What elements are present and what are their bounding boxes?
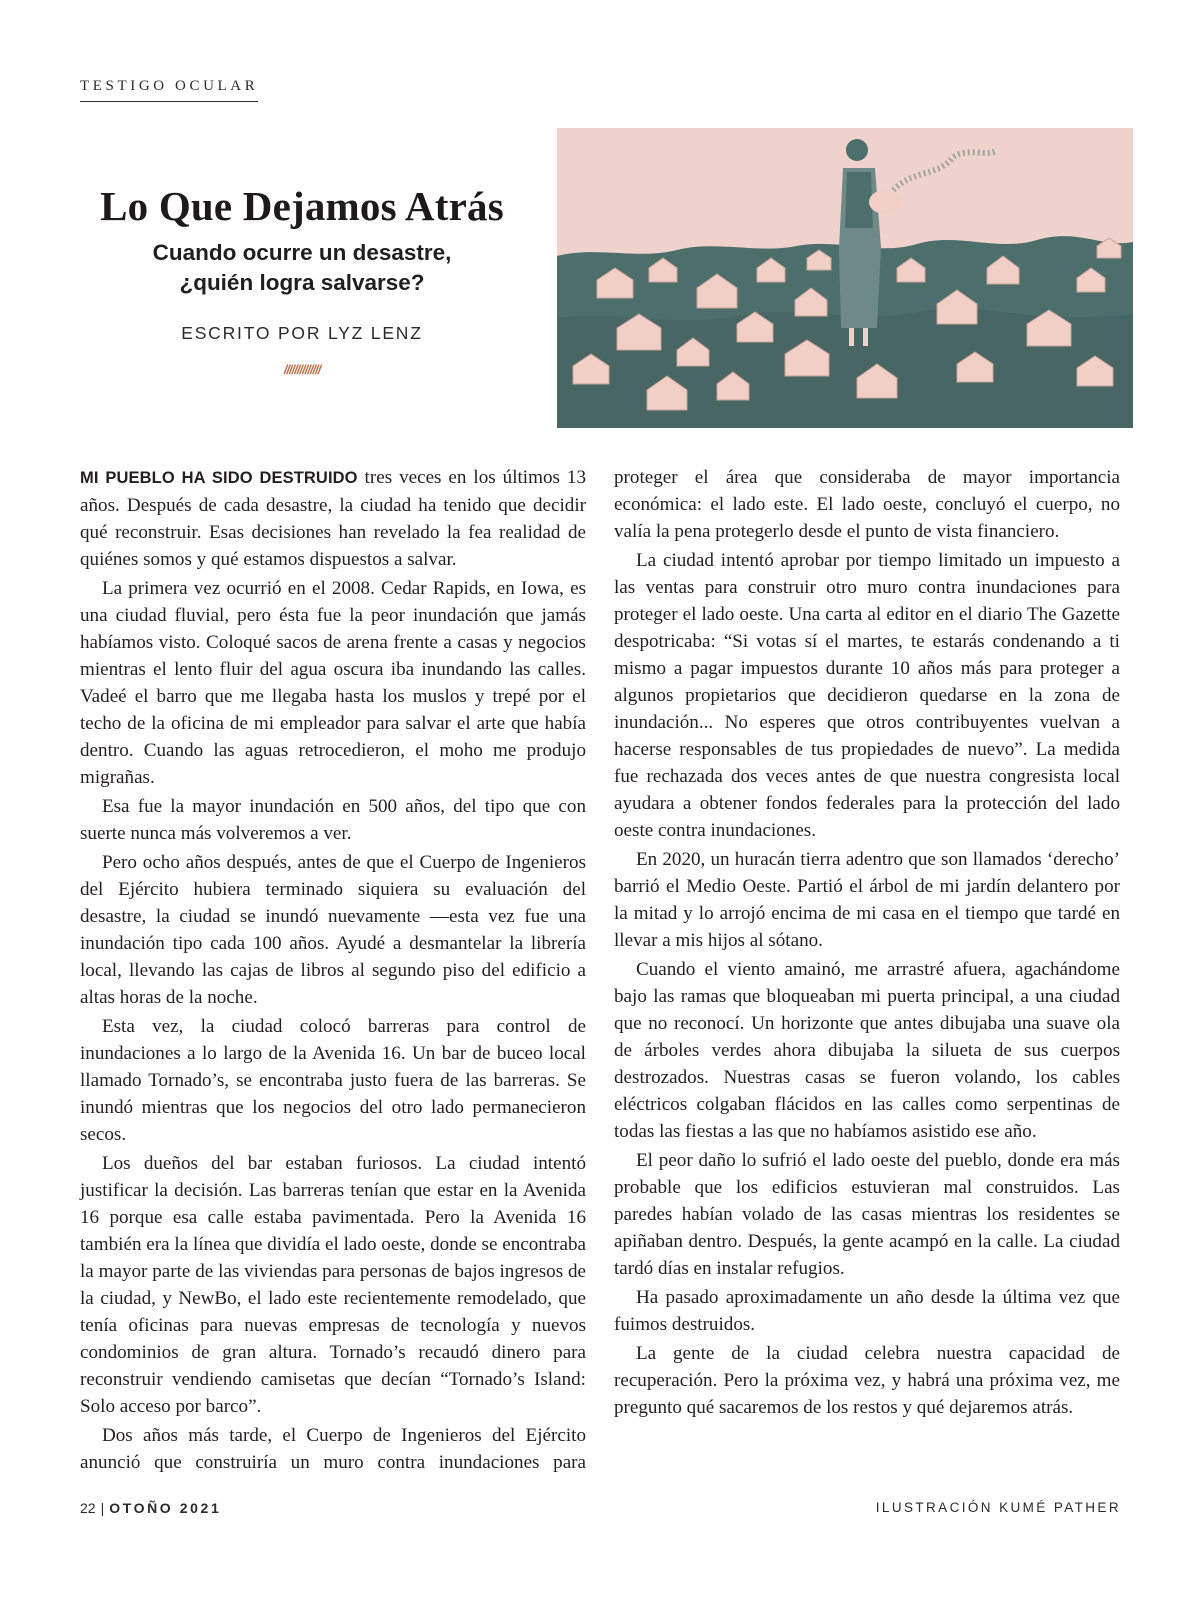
article-paragraph: Los dueños del bar estaban furiosos. La ciudad intentó justificar la decisión. Las barreras tenían que estar en la Avenida 16 porque esa calle estaba pavimentada. Pero la Avenida 16 también era la línea que dividía el lado oeste, donde se encontraba la mayor parte de las viviendas para personas de bajos ingresos de la ciudad, y NewBo, el lado este recientemente remodelado, que tenía oficinas para nuevas empresas de tecnología y nuevos condominios de gran altura. Tornado’s recaudó dinero para reconstruir vendiendo camisetas que decían “Tornado’s Island: Solo acceso por barco”. (80, 1153, 586, 1417)
illustration-credit: ILUSTRACIÓN KUMÉ PATHER (875, 1500, 1121, 1515)
article-paragraph: Ha pasado aproximadamente un año desde la última vez que fuimos destruidos. (614, 1287, 1120, 1335)
headline-block (78, 182, 526, 377)
article-paragraph: La primera vez ocurrió en el 2008. Cedar Rapids, en Iowa, es una ciudad fluvial, pero ésta fue la peor inundación que jamás habíamos visto. Coloqué sacos de arena frente a casas y negocios mientras el lento fluir del agua oscura iba inundando las calles. Vadeé el barro que me llegaba hasta los muslos y trepé por el techo de la oficina de mi empleador para salvar el arte que había dentro. Cuando las aguas retrocedieron, el moho me produjo migrañas. (80, 578, 586, 788)
byline: ESCRITO POR LYZ LENZ (181, 323, 423, 343)
issue-label: OTOÑO 2021 (109, 1500, 222, 1516)
article-paragraph: Dos años más tarde, el Cuerpo de Ingenieros del Ejército anunció que construiría un muro contra inundaciones para proteger el área que consideraba de mayor importancia económica: el lado este. El lado oeste, concluyó el cuerpo, no valía la pena protegerlo desde el punto de vista financiero. (80, 467, 1120, 1473)
lead-in: MI PUEBLO HA SIDO DESTRUIDO (80, 469, 358, 487)
article-paragraph: La ciudad intentó aprobar por tiempo limitado un impuesto a las ventas para construir otro muro contra inundaciones para proteger el lado oeste. Una carta al editor en el diario The Gazette despotricaba: “Si votas sí el martes, te estarás condenando a ti mismo a pagar impuestos durante 10 años más para proteger a algunos propietarios que decidieron quedarse en la zona de inundación... No esperes que otros contribuyentes vuelvan a hacerse responsables de tus propiedades de nuevo”. La medida fue rechazada dos veces antes de que nuestra congresista local ayudara a obtener fondos federales para la protección del lado oeste contra inundaciones. (614, 550, 1120, 841)
article-paragraph (80, 464, 586, 573)
article-body (80, 464, 1120, 1484)
article-illustration (557, 128, 1133, 428)
subtitle-line-1: Cuando ocurre un desastre, (152, 240, 452, 265)
subtitle-line-2: ¿quién logra salvarse? (179, 270, 425, 295)
ornament-divider: ////////////// (283, 362, 321, 377)
page-footer-left (80, 1500, 221, 1516)
paragraph-1-text: tres veces en los últimos 13 años. Después de cada desastre, la ciudad ha tenido que decidir qué reconstruir. Esas decisiones han revelado la fea realidad de quiénes somos y qué estamos dispuestos a salvar. (80, 467, 586, 570)
article-paragraph: El peor daño lo sufrió el lado oeste del pueblo, donde era más probable que los edificios estuvieran mal construidos. Las paredes habían volado de las casas mientras los residentes se apiñaban dentro. Después, la gente acampó en la calle. La ciudad tardó días en instalar refugios. (614, 1150, 1120, 1279)
flood-illustration (557, 128, 1133, 428)
article-paragraph: Pero ocho años después, antes de que el Cuerpo de Ingenieros del Ejército hubiera terminado siquiera su evaluación del desastre, la ciudad se inundó nuevamente —esta vez fue una inundación tipo cada 100 años. Ayudé a desmantelar la librería local, llevando las cajas de libros al segundo piso del edificio a altas horas de la noche. (80, 852, 586, 1008)
article-paragraph: Esta vez, la ciudad colocó barreras para control de inundaciones a lo largo de la Avenida 16. Un bar de buceo local llamado Tornado’s, se encontraba justo fuera de las barreras. Se inundó mientras que los negocios del otro lado permanecieron secos. (80, 1016, 586, 1145)
section-tag: TESTIGO OCULAR (80, 78, 258, 102)
article-title: Lo Que Dejamos Atrás (100, 183, 504, 229)
page-number: 22 (80, 1500, 96, 1516)
article-paragraph: Cuando el viento amainó, me arrastré afuera, agachándome bajo las ramas que bloqueaban mi puerta principal, a una ciudad que no reconocí. Un horizonte que antes dibujaba una suave ola de árboles verdes ahora dibujaba la silueta de sus cuerpos destrozados. Nuestras casas se fueron volando, los cables eléctricos colgaban flácidos en las calles como serpentinas de todas las fiestas a las que no habíamos asistido ese año. (614, 959, 1120, 1142)
footer-separator: | (100, 1500, 105, 1516)
article-paragraph: En 2020, un huracán tierra adentro que son llamados ‘derecho’ barrió el Medio Oeste. Partió el árbol de mi jardín delantero por la mitad y lo arrojó encima de mi casa en el tiempo que tardé en llevar a mis hijos al sótano. (614, 849, 1120, 951)
article-paragraph: Esa fue la mayor inundación en 500 años, del tipo que con suerte nunca más volveremos a ver. (80, 796, 586, 844)
article-subtitle (78, 238, 526, 298)
article-paragraph: La gente de la ciudad celebra nuestra capacidad de recuperación. Pero la próxima vez, y habrá una próxima vez, me pregunto qué sacaremos de los restos y qué dejaremos atrás. (614, 1343, 1120, 1418)
